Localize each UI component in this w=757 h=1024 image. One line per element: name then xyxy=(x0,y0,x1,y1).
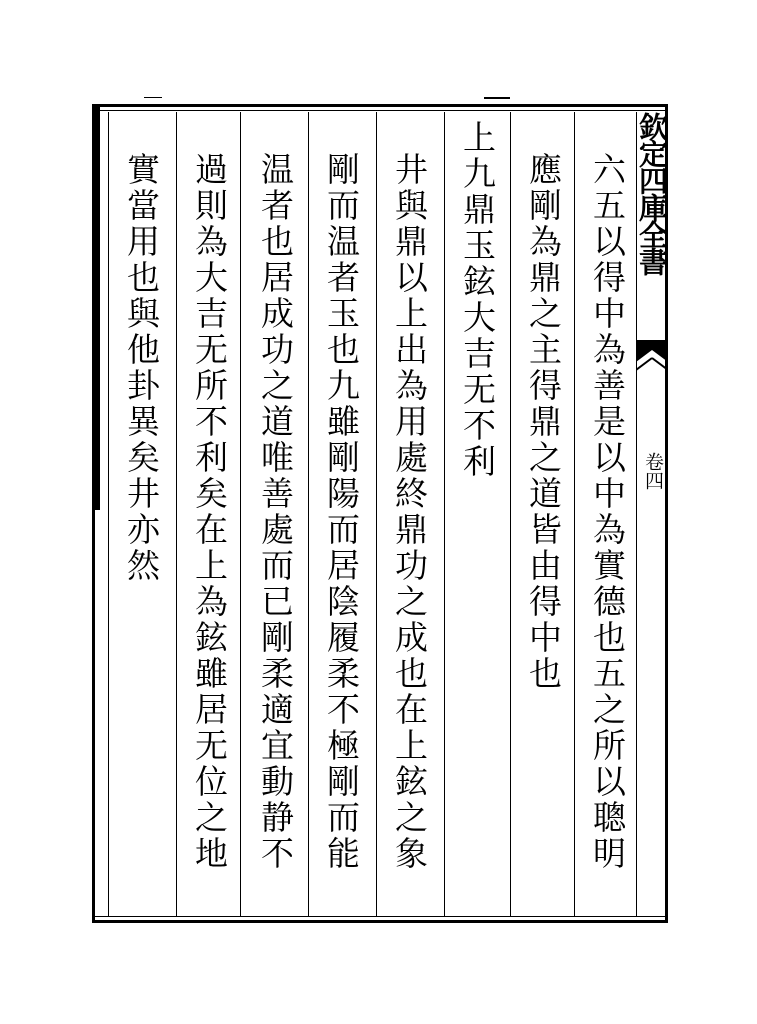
text-column-1: 六五以得中為善是以中為實德也五之所以聰明 xyxy=(588,152,627,872)
column-divider xyxy=(176,112,177,916)
book-title: 欽定四庫全書 xyxy=(635,112,669,274)
column-divider xyxy=(636,112,637,916)
volume-number: 卷四 xyxy=(642,452,664,490)
frame-inner-rule-bottom xyxy=(92,916,668,917)
page-frame xyxy=(92,104,668,923)
text-column-6: 温者也居成功之道唯善處而已剛柔適宜動静不 xyxy=(256,152,295,872)
column-divider xyxy=(376,112,377,916)
text-column-7: 過則為大吉无所不利矣在上為鉉雖居无位之地 xyxy=(190,152,229,872)
text-column-4: 井與鼎以上出為用處終鼎功之成也在上鉉之象 xyxy=(390,152,429,872)
fishtail-ornament xyxy=(636,340,668,380)
frame-inner-rule-top xyxy=(92,110,668,111)
text-column-2: 應剛為鼎之主得鼎之道皆由得中也 xyxy=(524,152,563,692)
column-divider xyxy=(510,112,511,916)
column-divider xyxy=(574,112,575,916)
column-divider xyxy=(444,112,445,916)
text-column-5: 剛而温者玉也九雖剛陽而居陰履柔不極剛而能 xyxy=(322,152,361,872)
text-column-3: 上九鼎玉鉉大吉无不利 xyxy=(458,120,497,480)
text-column-8: 實當用也與他卦異矣井亦然 xyxy=(122,152,161,584)
column-divider xyxy=(240,112,241,916)
column-divider xyxy=(308,112,309,916)
column-divider xyxy=(108,112,109,916)
top-rule-mark xyxy=(484,97,510,99)
top-rule-mark-left xyxy=(144,97,162,98)
